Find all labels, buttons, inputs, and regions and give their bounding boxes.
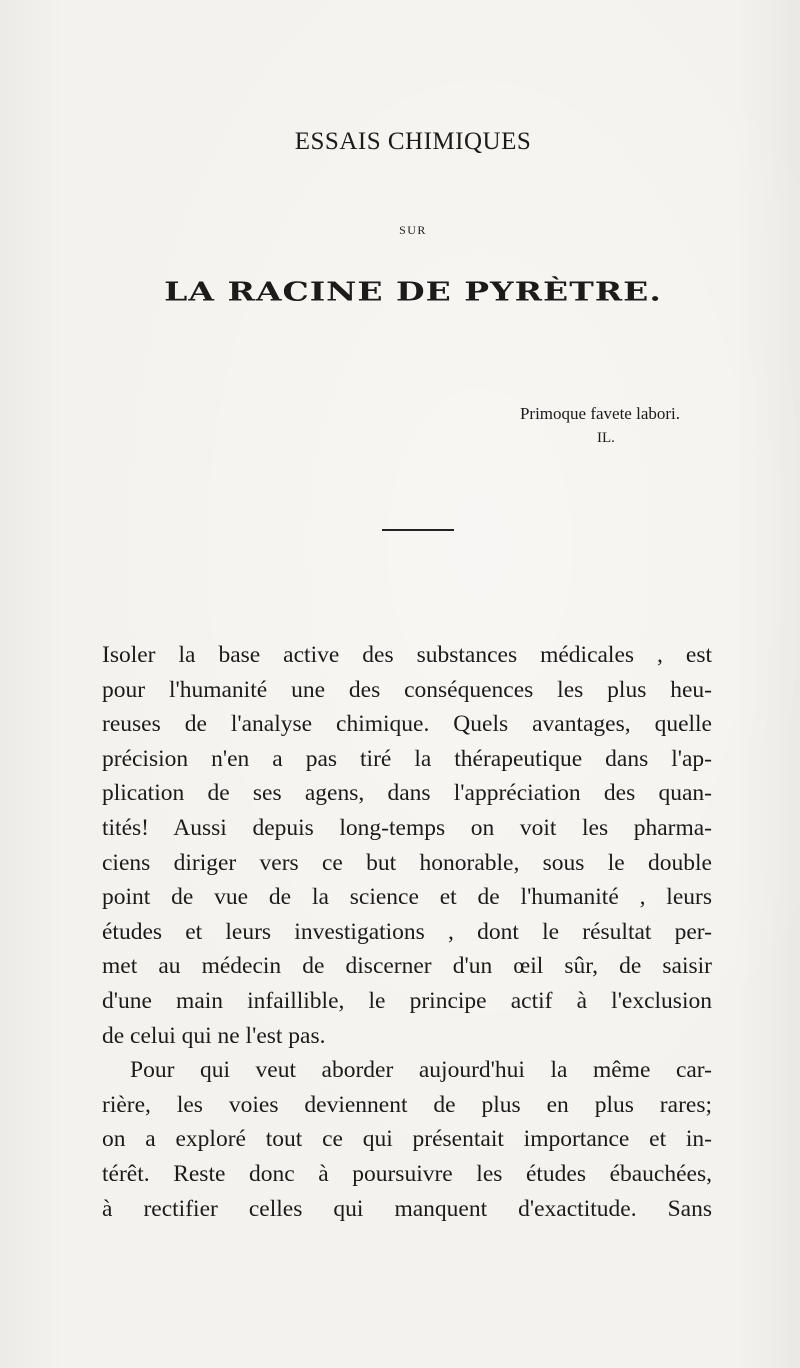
text-line: à rectifier celles qui manquent d'exactitude. Sans xyxy=(102,1195,712,1222)
text-line: on a exploré tout ce qui présentait importance et in- xyxy=(102,1126,712,1153)
text-line: d'une main infaillible, le principe actif à l'exclusion xyxy=(102,987,712,1014)
text-line: Isoler la base active des substances médicales , est xyxy=(102,642,712,668)
section-divider xyxy=(382,529,454,531)
text-line: pour l'humanité une des conséquences les plus heu- xyxy=(102,676,712,703)
body-paragraphs xyxy=(102,638,712,1226)
text-line: ciens diriger vers ce but honorable, sous le double xyxy=(102,849,712,876)
text-line: reuses de l'analyse chimique. Quels avantages, quelle xyxy=(102,711,712,738)
text-line: rière, les voies deviennent de plus en plus rares; xyxy=(102,1091,712,1118)
text-line: térêt. Reste donc à poursuivre les études ébauchées, xyxy=(102,1160,712,1187)
epigraph-quote: Primoque favete labori. xyxy=(519,404,680,423)
text-line: plication de ses agens, dans l'appréciation des quan- xyxy=(102,780,712,807)
text-line: précision n'en a pas tiré la thérapeutique dans l'ap- xyxy=(102,745,712,772)
page-title: ESSAIS CHIMIQUES xyxy=(294,128,532,155)
text-line: études et leurs investigations , dont le résultat per- xyxy=(102,918,712,945)
epigraph-source: IL. xyxy=(597,430,615,446)
text-line: tités! Aussi depuis long-temps on voit les pharma- xyxy=(102,814,712,841)
text-line: Pour qui veut aborder aujourd'hui la même car- xyxy=(130,1057,712,1084)
title-connector: SUR xyxy=(399,223,427,237)
page-subtitle: LA RACINE DE PYRÈTRE. xyxy=(164,276,662,307)
text-line: de celui qui ne l'est pas. xyxy=(102,1022,326,1049)
text-line: point de vue de la science et de l'humanité , leurs xyxy=(102,884,712,911)
text-line: met au médecin de discerner d'un œil sûr, de saisir xyxy=(102,953,712,980)
